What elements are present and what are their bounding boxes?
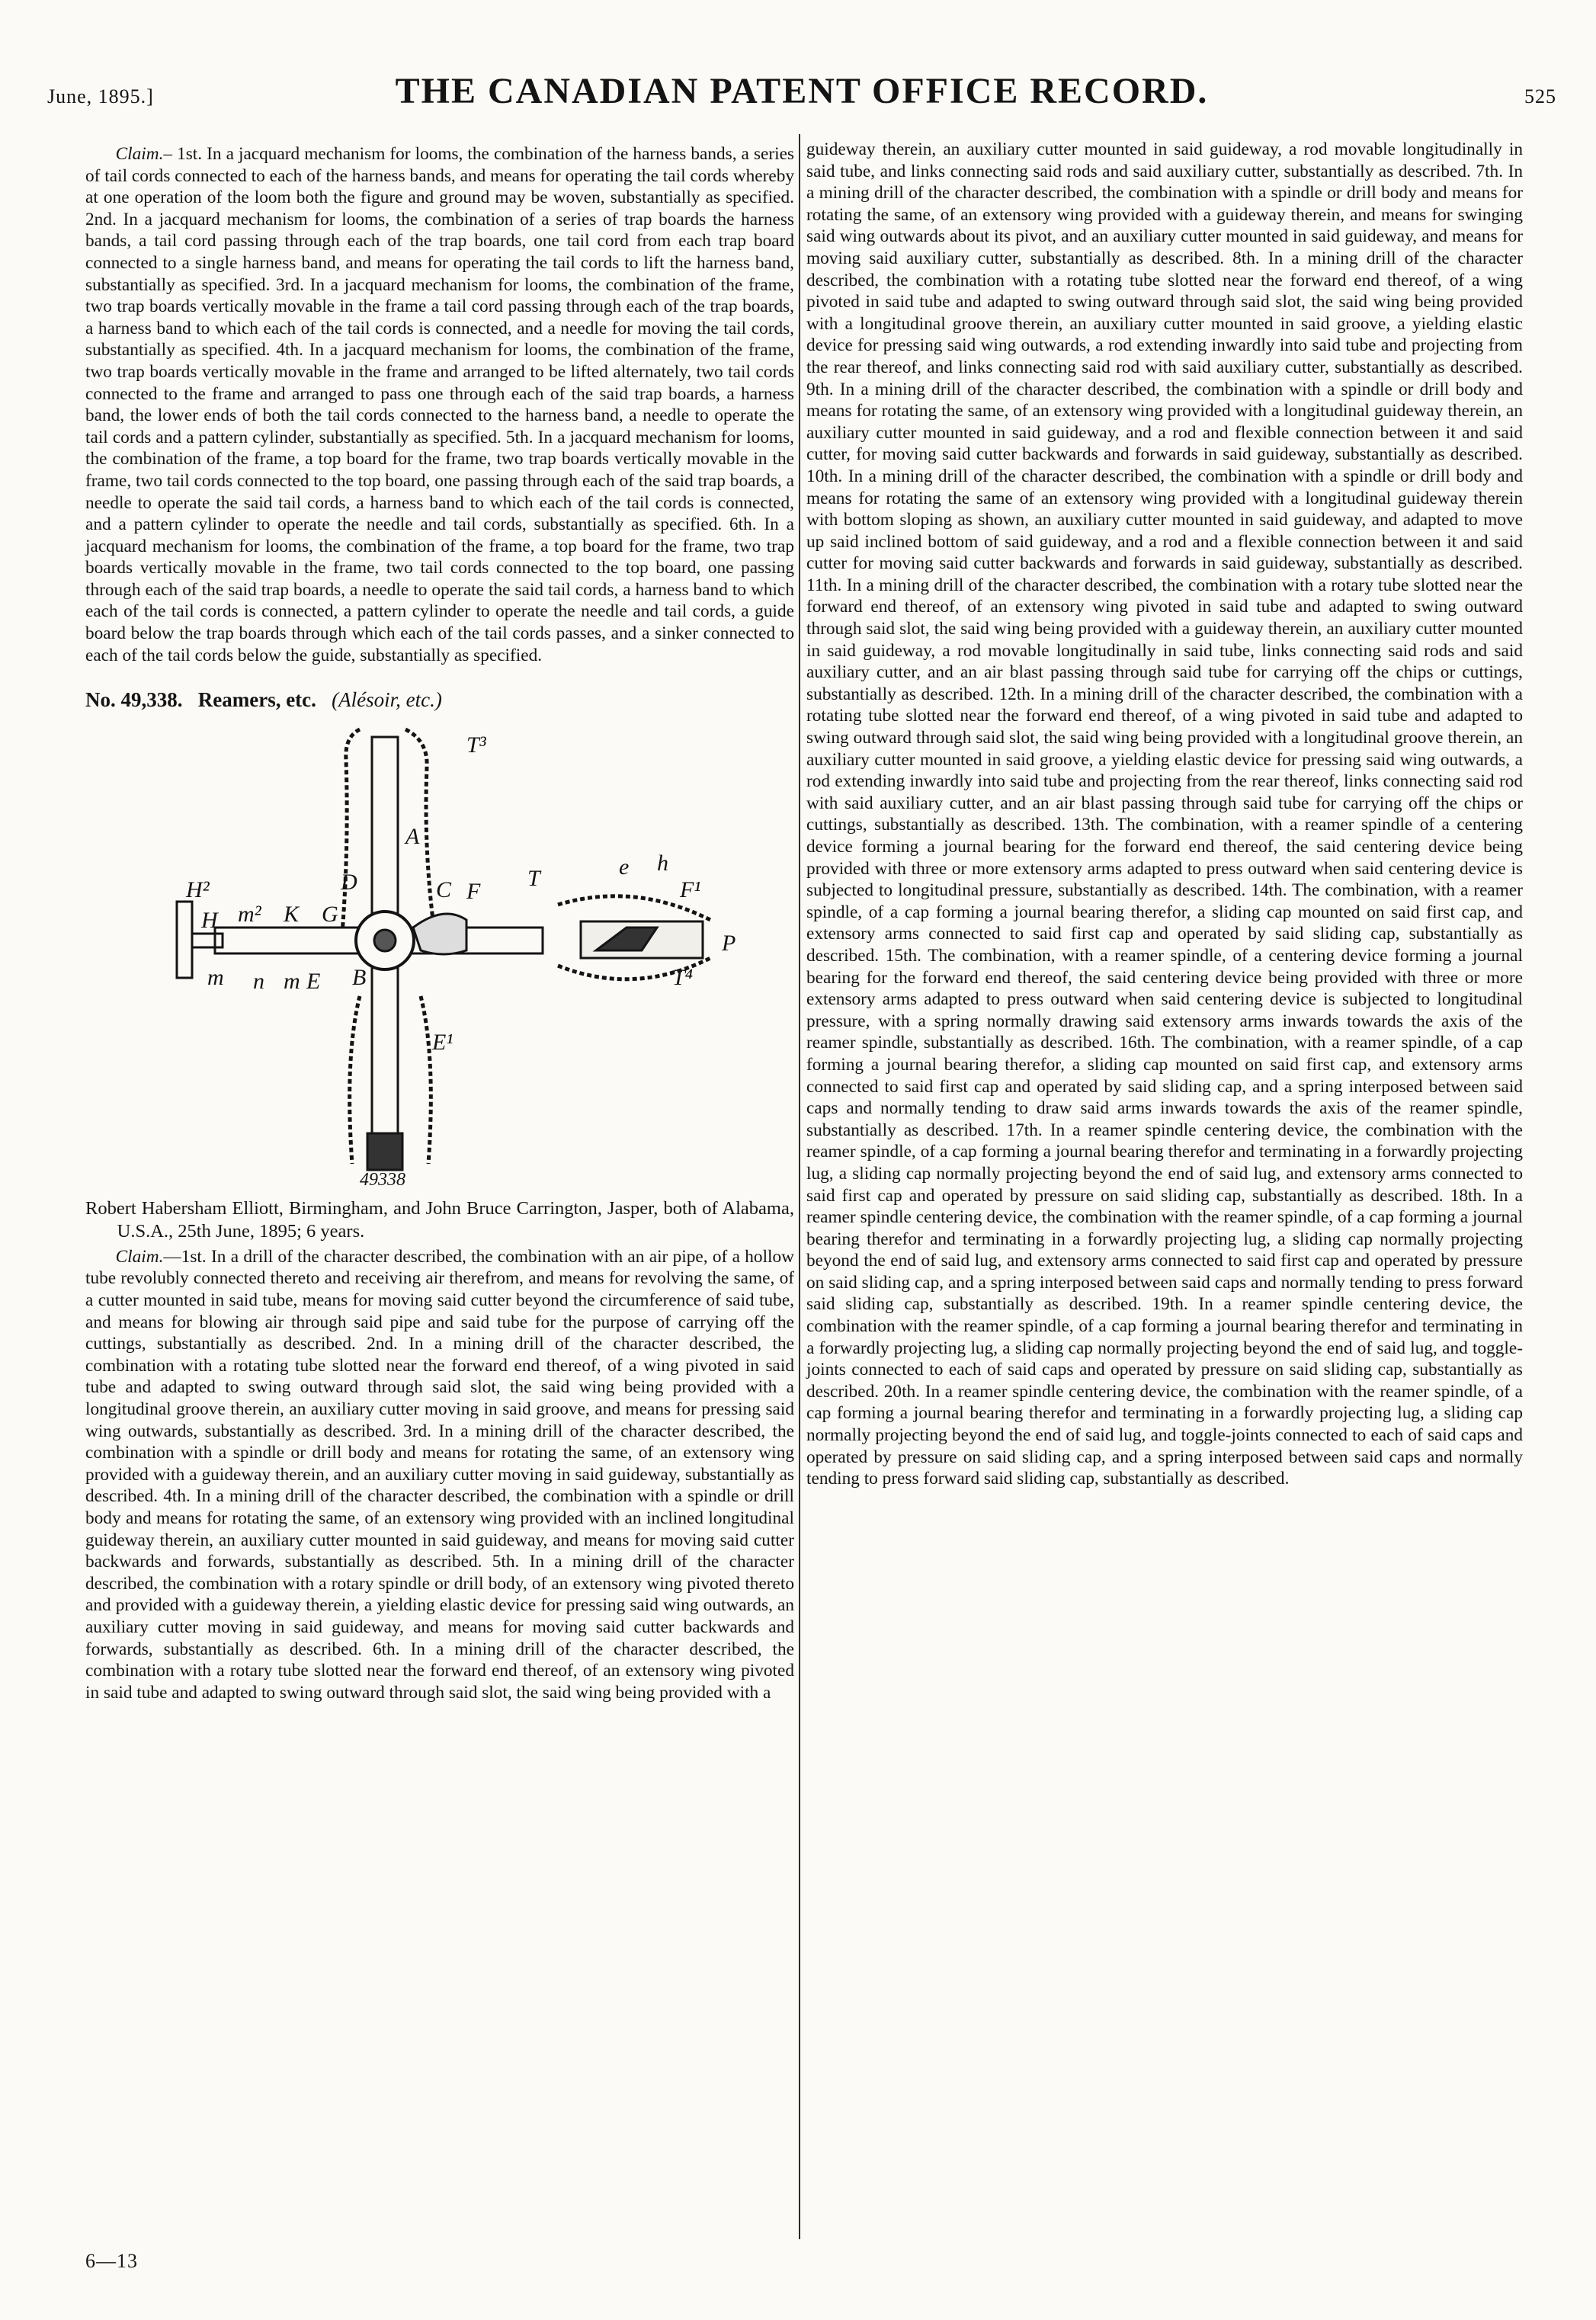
claims-continued: guideway therein, an auxiliary cutter mounted in said guideway, a rod movable longitudinally in said tube, and links connecting said rods and said auxiliary cutter, substantially as described. 7th. In a mining drill of the character described, the combination with a spindle or drill body and means for rotating the same, of an extensory wing provided with a guideway therein, and means for swinging said wing outwards about its pivot, and an auxiliary cutter mounted in said guideway, and means for moving said auxiliary cutter, substantially as described. 8th. In a mining drill of the character described, the combination with a rotating tube slotted near the forward end thereof, of a wing pivoted in said tube and adapted to swing outward through said slot, the said wing being provided with a longitudinal groove therein, an auxiliary cutter mounted in said groove, a yielding elastic device for pressing said wing outwards, a rod extending inwardly into said tube and projecting from the rear thereof, and links connecting said rod with said auxiliary cutter, substantially as described. 9th. In a mining drill of the character described, the combination with a spindle or drill body and means for rotating the same, of an extensory wing provided with a longitudinal guideway therein, an auxiliary cutter mounted in said guideway, and a rod and flexible connection between it and said cutter, for moving said cutter backwards and forwards in said guideway, substantially as described. 10th. In a mining drill of the character described, the combination with a spindle or drill body and means for rotating the same of an extensory wing provided with a longitudinal guideway therein with bottom sloping as shown, an auxiliary cutter mounted in said guideway, and adapted to move up said inclined bottom of said guideway, and a rod and a flexible connection between it and said cutter for moving said cutter backwards and forwards in said guideway, substantially as described. 11th. In a mining drill of the character described, the combination with a rotary tube slotted near the forward end thereof, of an extensory wing pivoted in said tube and adapted to swing outward through said slot, the said wing being provided with a guideway therein, an auxiliary cutter mounted in said guideway, a rod movable longitudinally in said tube, links connecting said rods and said auxiliary cutter, and an air blast passing through said tube for carrying off the chips or cuttings, substantially as described. 12th. In a mining drill of the character described, the combination with a rotating tube slotted near the forward end thereof, of a wing pivoted in said tube and adapted to swing outward through said slot, the said wing being provided with a longitudinal groove therein, an auxiliary cutter mounted in said groove, a yielding elastic device for pressing said wing outwards, a rod extending inwardly into said tube and projecting from the rear thereof, links connecting said rod with said auxiliary cutter, and an air blast passing through said tube for carrying off the chips or cuttings, substantially as described. 13th. The combination, with a reamer spindle of a centering device forming a journal bearing for the forward end thereof, the said centering device being provided with three or more extensory arms adapted to press outward when said centering device is subjected to longitudinal pressure, substantially as described. 14th. The combination, with a reamer spindle, of a cap forming a journal bearing therefor, a sliding cap mounted on said first cap, and extensory arms connected to said first cap and operated by said sliding cap, substantially as described. 15th. The combination, with a reamer spindle, of a centering device forming a journal bearing for the forward end thereof, the said centering device being provided with three or more extensory arms adapted to press outward when said centering device is subjected to longitudinal pressure, with a spring normally drawing said extensory arms inwards towards the axis of the reamer spindle, substantially as described. 16th. The combination, with a reamer spindle, of a cap forming a journal bearing therefor, a sliding cap mounted on said first cap, and extensory arms connected to said first cap and operated by said sliding cap, and a spring interposed between said caps and normally tending to draw said arms inwards towards the axis of the reamer spindle, substantially as described. 17th. In a reamer spindle centering device, the combination with the reamer spindle, of a cap forming a journal bearing therefor and terminating in a forwardly projecting lug, a sliding cap normally projecting beyond the end of said lug, and extensory arms connected to said first cap and operated by pressure on said sliding cap, substantially as described. 18th. In a reamer spindle centering device, the combination with the reamer spindle, of a cap forming a journal bearing therefor and terminating in a forwardly projecting lug, a sliding cap normally projecting beyond the end of said lug, and extensory arms connected to said first cap and operated by pressure on said sliding cap, and a spring interposed between said caps and normally tending to press forward said sliding cap, substantially as described. 19th. In a reamer spindle centering device, the combination with the reamer spindle, of a cap forming a journal bearing therefor and terminating in a forwardly projecting lug, a sliding cap normally projecting beyond the end of said lug, and toggle-joints connected to each of said caps and operated by pressure on said sliding cap, substantially as described. 20th. In a reamer spindle centering device, the combination with the reamer spindle, of a cap forming a journal bearing therefor and terminating in a forwardly projecting lug, a sliding cap normally projecting beyond the end of said lug, and toggle-joints connected to each of said caps and operated by pressure on said sliding cap, and a spring interposed between said caps and normally tending to press forward said sliding cap, substantially as described.	[806, 139, 1523, 1489]
fig-label-p: P	[722, 930, 736, 956]
fig-label-f1: F¹	[680, 876, 701, 902]
fig-label-d: D	[341, 869, 357, 895]
fig-label-m: m	[207, 964, 224, 990]
reamer-drawing-svg	[131, 722, 756, 1190]
patent-claims	[85, 1246, 794, 1703]
fig-label-e: e	[619, 854, 630, 880]
fig-label-f: F	[466, 878, 481, 904]
fig-label-c: C	[436, 876, 452, 902]
claim-label-2: Claim.	[115, 1246, 164, 1267]
fig-label-e-left: E	[306, 968, 321, 994]
previous-claim	[85, 143, 794, 666]
fig-label-k: K	[284, 901, 300, 927]
claim-text-2: —1st. In a drill of the character described, the combination with an air pipe, of a hollow tube revolubly connected thereto and receiving air therefrom, and means for revolving the same, of a cutter mounted in said tube, means for moving said cutter beyond the circumference of said tube, and means for blowing air through said pipe and said tube for the purpose of carrying off the cuttings, substantially as described. 2nd. In a mining drill of the character described, the combination with a rotating tube slotted near the forward end thereof, of a wing pivoted in said tube and adapted to swing outward through said slot, the said wing being provided with a longitudinal groove therein, an auxiliary cutter moving in said groove, and means for pressing said wing outwards, substantially as described. 3rd. In a mining drill of the character described, the combination with a spindle or drill body and means for rotating the same, of an extensory wing provided with a guideway therein, and an auxiliary cutter moving in said guideway, substantially as described. 4th. In a mining drill of the character described, the combination with a spindle or drill body and means for rotating the same, of an extensory wing provided with an inclined longitudinal guideway therein, an auxiliary cutter mounted in said guideway, and means for moving said cutter backwards and forwards, substantially as described. 5th. In a mining drill of the character described, the combination with a rotary spindle or drill body, of an extensory wing pivoted thereto and provided with a guideway therein, a yielding elastic device for pressing said wing outwards, an auxiliary cutter moving in said guideway, and means for moving said cutter backwards and forwards, substantially as described. 6th. In a mining drill of the character described, the combination with a rotary tube slotted near the forward end thereof, of an extensory wing pivoted in said tube and adapted to swing outward through said slot, the said wing being provided with a	[85, 1246, 794, 1703]
fig-label-e1: E¹	[432, 1029, 453, 1055]
fig-label-g: G	[322, 901, 338, 927]
column-divider	[799, 134, 800, 2239]
page-header	[47, 70, 1556, 116]
signature-mark: 6—13	[85, 2250, 138, 2272]
fig-label-h: H	[201, 907, 218, 933]
claim-label: Claim.	[115, 144, 164, 164]
page-number: 525	[1524, 85, 1556, 107]
fig-label-t4: T⁴	[672, 964, 694, 990]
fig-label-h2: H²	[186, 876, 210, 902]
patent-heading	[85, 689, 794, 711]
fig-label-n: n	[253, 968, 264, 994]
fig-caption: 49338	[360, 1169, 405, 1190]
left-column	[85, 143, 794, 1703]
journal-title: THE CANADIAN PATENT OFFICE RECORD.	[395, 71, 1209, 111]
grant-details: Robert Habersham Elliott, Birmingham, and John Bruce Carrington, Jasper, both of Alabama, U.S.A., 25th June, 1895; 6 years.	[85, 1197, 794, 1242]
fig-label-t3: T³	[466, 732, 486, 758]
right-column	[806, 139, 1523, 1490]
claim-text: – 1st. In a jacquard mechanism for looms, the combination of the harness bands, a series of tail cords connected to each of the harness bands, and means for operating the tail cords whereby at one operation of the loom both the figure and ground may be woven, substantially as specified. 2nd. In a jacquard mechanism for looms, the combination of a series of trap boards the harness bands, a tail cord passing through each of the trap boards, one tail cord from each trap board connected to a single harness band, and means for operating the tail cords to lift the harness band, substantially as specified. 3rd. In a jacquard mechanism for looms, the combination of the frame, two trap boards vertically movable in the frame a tail cord passing through each of the trap boards, a harness band to which each of the tail cords is connected, and a needle for moving the tail cords, substantially as specified. 4th. In a jacquard mechanism for looms, the combination of the frame, two trap boards vertically movable in the frame and arranged to be lifted alternately, two tail cords connected to the frame and arranged to pass one through each of the said trap boards, a harness band, the lower ends of both the tail cords connected to the harness band, a needle to operate the tail cords and a pattern cylinder, substantially as specified. 5th. In a jacquard mechanism for looms, the combination of the frame, a top board for the frame, two trap boards vertically movable in the frame, two tail cords connected to the top board, one passing through each of the said trap boards, a needle to operate the said tail cords, a harness band to which each of the tail cords is connected, and a pattern cylinder to operate the needle and tail cords, substantially as specified. 6th. In a jacquard mechanism for looms, the combination of the frame, a top board for the frame, two trap boards vertically movable in the frame, two tail cords connected to the top board, one passing through each of the said trap boards, a needle to operate the said tail cords, a harness band to which each of the tail cords is connected, a pattern cylinder to operate the needle and tail cords, a guide board below the trap boards through which each of the tail cords passes, and a sinker connected to each of the tail cords below the guide, substantially as specified.	[85, 144, 794, 665]
patent-number: No. 49,338.	[85, 688, 183, 712]
patent-title-fr: (Alésoir, etc.)	[332, 688, 442, 712]
patent-title: Reamers, etc.	[197, 688, 316, 712]
fig-label-m-b: m	[284, 968, 300, 994]
patent-drawing	[131, 722, 756, 1190]
fig-label-b: B	[352, 964, 367, 990]
fig-label-m2: m²	[238, 901, 261, 927]
fig-label-t: T	[527, 865, 540, 891]
fig-label-a: A	[405, 823, 420, 849]
fig-label-h-right: h	[657, 850, 668, 876]
issue-date: June, 1895.]	[47, 85, 154, 107]
